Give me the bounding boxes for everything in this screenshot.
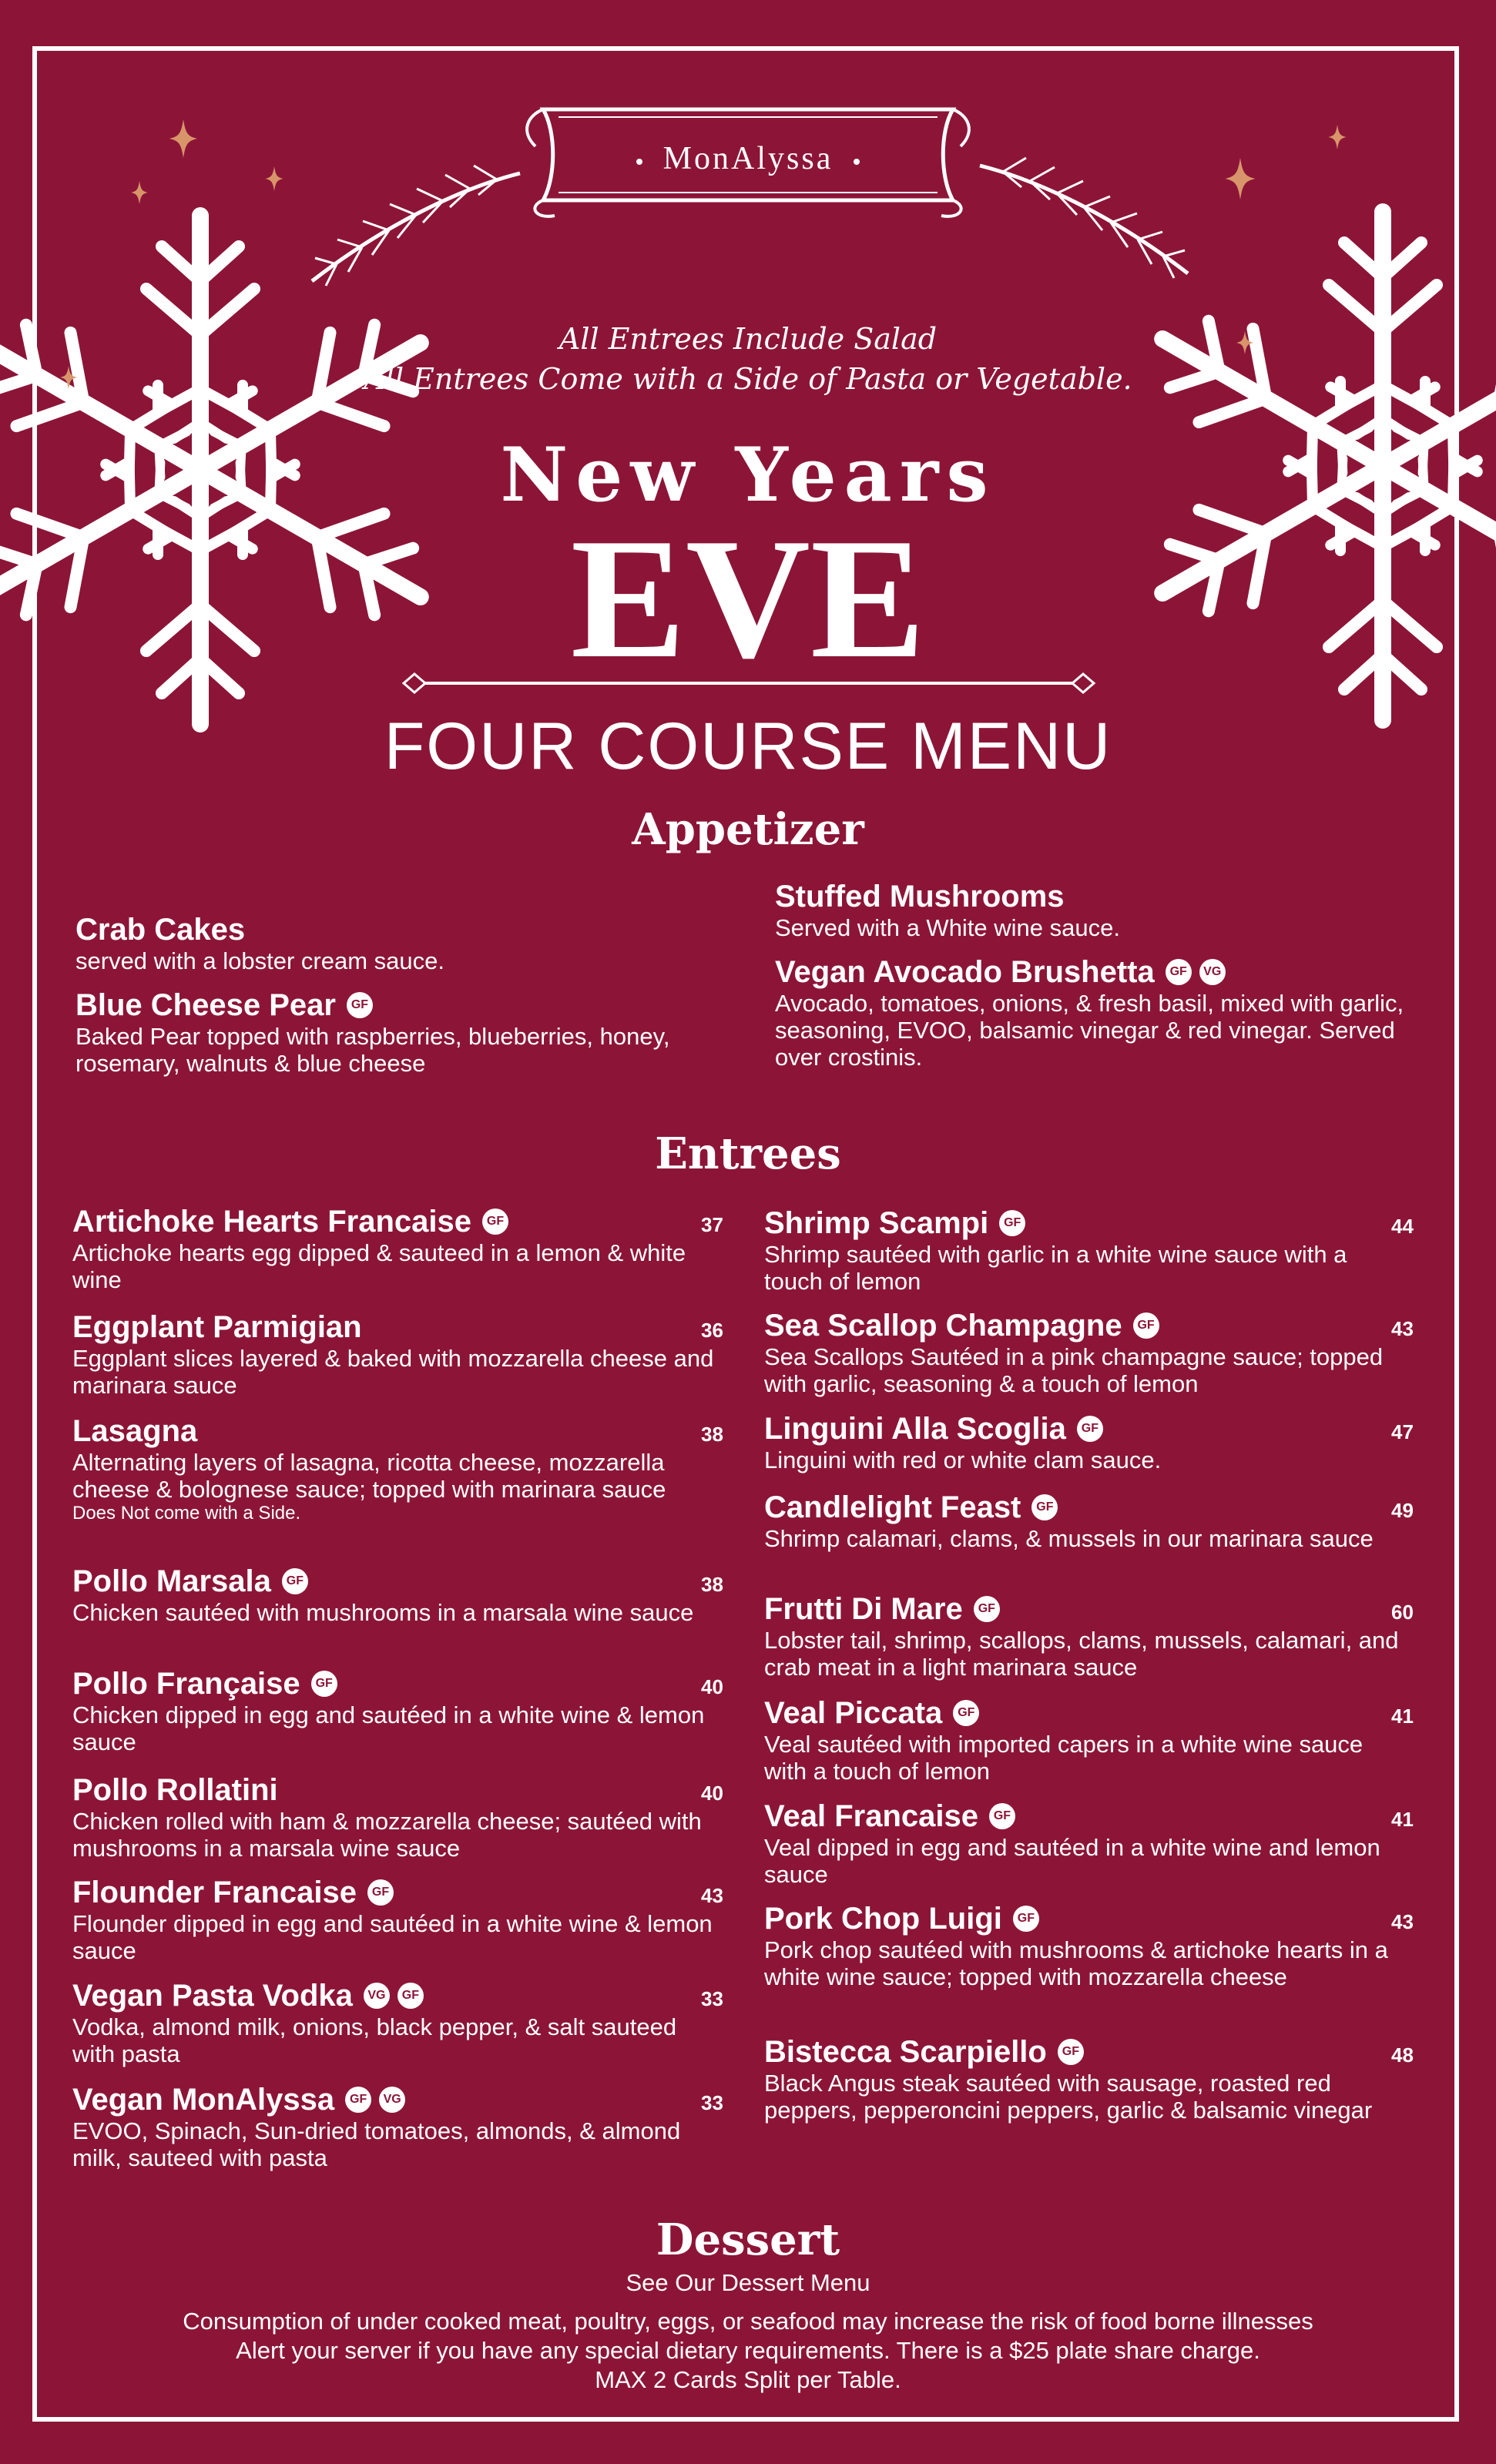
dessert-heading: Dessert	[656, 2214, 840, 2265]
item-name: Veal Francaise	[764, 1799, 978, 1833]
menu-item-frutti-di-mare	[764, 1591, 1404, 1681]
item-price: 33	[701, 2091, 723, 2114]
item-name: Pollo Marsala	[72, 1564, 271, 1598]
gf-badge-icon: GF	[397, 1983, 424, 2009]
gf-badge-icon: GF	[1133, 1312, 1159, 1339]
item-name: Pollo Française	[72, 1667, 300, 1701]
menu-item-pork-chop-luigi	[764, 1901, 1404, 1990]
item-description: Linguini with red or white clam sauce.	[764, 1447, 1162, 1473]
item-description: Vodka, almond milk, onions, black pepper, & salt sauteed with pasta	[72, 2013, 677, 2067]
dessert-note: See Our Dessert Menu	[626, 2269, 870, 2296]
item-name-row	[764, 1799, 1404, 1834]
four-course-heading: FOUR COURSE MENU	[384, 709, 1112, 783]
item-price: 41	[1391, 1705, 1414, 1728]
gf-badge-icon: GF	[347, 992, 373, 1018]
item-price: 48	[1391, 2043, 1414, 2067]
menu-item-pollo-rollatini	[72, 1772, 719, 1862]
item-description: Pork chop sautéed with mushrooms & artichoke hearts in a white wine sauce; topped with mozzarella cheese	[764, 1936, 1388, 1990]
gf-badge-icon: GF	[999, 1210, 1025, 1236]
item-description: EVOO, Spinach, Sun-dried tomatoes, almonds, & almond milk, sauteed with pasta	[72, 2117, 681, 2171]
item-description: Black Angus steak sautéed with sausage, roasted red peppers, pepperoncini peppers, garlic & balsamic vinegar	[764, 2070, 1373, 2124]
item-price: 40	[701, 1675, 723, 1698]
menu-item-crab-cakes	[75, 912, 715, 974]
item-name-row	[72, 1772, 719, 1808]
sparkle-icon	[265, 166, 283, 191]
item-description: Artichoke hearts egg dipped & sauteed in a lemon & white wine	[72, 1239, 686, 1293]
menu-item-shrimp-scampi	[764, 1205, 1404, 1295]
item-name-row	[72, 1875, 719, 1910]
notice-side: All Entrees Come with a Side of Pasta or Vegetable.	[364, 362, 1132, 396]
item-name: Lasagna	[72, 1414, 198, 1448]
menu-item-pollo-francaise	[72, 1666, 719, 1755]
item-name: Sea Scallop Champagne	[764, 1309, 1122, 1343]
item-description: Baked Pear topped with raspberries, blueberries, honey, rosemary, walnuts & blue cheese	[75, 1023, 670, 1077]
menu-item-stuffed-mushrooms	[775, 879, 1430, 941]
item-name: Vegan Avocado Brushetta	[775, 955, 1155, 989]
notice-salad: All Entrees Include Salad	[558, 322, 938, 356]
gf-badge-icon: GF	[953, 1700, 979, 1726]
vg-badge-icon: VG	[364, 1983, 390, 2009]
item-name-row	[764, 1695, 1404, 1731]
menu-item-veal-piccata	[764, 1695, 1404, 1785]
item-description: Chicken rolled with ham & mozzarella cheese; sautéed with mushrooms in a marsala wine sauce	[72, 1808, 702, 1862]
card-split-notice: MAX 2 Cards Split per Table.	[595, 2366, 901, 2393]
item-name: Flounder Francaise	[72, 1876, 357, 1909]
item-name: Eggplant Parmigian	[72, 1310, 362, 1344]
item-name: Bistecca Scarpiello	[764, 2035, 1047, 2069]
item-description: Sea Scallops Sautéed in a pink champagne sauce; topped with garlic, seasoning & a touch of lemon	[764, 1343, 1384, 1397]
item-description: served with a lobster cream sauce.	[75, 947, 444, 974]
sparkle-icon	[1225, 158, 1256, 199]
menu-item-vegan-pasta-vodka	[72, 1978, 719, 2067]
item-name-row	[72, 1309, 719, 1345]
item-name-row	[75, 912, 715, 947]
sparkle-icon	[131, 181, 148, 204]
item-name-row	[764, 1411, 1404, 1447]
item-name-row	[75, 987, 715, 1023]
gf-badge-icon: GF	[1013, 1906, 1039, 1932]
item-name: Artichoke Hearts Francaise	[72, 1205, 472, 1239]
item-description: Avocado, tomatoes, onions, & fresh basil, mixed with garlic, seasoning, EVOO, balsamic vinegar & red vinegar. Served over crostinis.	[775, 990, 1404, 1071]
item-name-row	[764, 1205, 1404, 1241]
item-name-row	[764, 1490, 1404, 1525]
gf-badge-icon: GF	[482, 1209, 508, 1235]
item-description: Alternating layers of lasagna, ricotta cheese, mozzarella cheese & bolognese sauce; topped with marinara sauce	[72, 1449, 666, 1503]
item-name: Veal Piccata	[764, 1696, 943, 1730]
item-price: 38	[701, 1573, 723, 1596]
item-name-row	[72, 1204, 719, 1239]
menu-item-candlelight-feast	[764, 1490, 1404, 1552]
item-price: 37	[701, 1213, 723, 1236]
gf-badge-icon: GF	[345, 2087, 371, 2113]
ornament-divider-icon	[401, 672, 1097, 695]
item-name: Frutti Di Mare	[764, 1592, 963, 1626]
gf-badge-icon: GF	[974, 1596, 1000, 1622]
item-price: 33	[701, 1987, 723, 2010]
item-price: 40	[701, 1782, 723, 1805]
gf-badge-icon: GF	[1077, 1416, 1103, 1442]
item-name: Crab Cakes	[75, 913, 246, 947]
item-description: Served with a White wine sauce.	[775, 914, 1120, 941]
gf-badge-icon: GF	[1031, 1494, 1058, 1520]
gf-badge-icon: GF	[311, 1671, 337, 1697]
item-name-row	[764, 2034, 1404, 2070]
gf-badge-icon: GF	[367, 1879, 394, 1906]
item-description: Eggplant slices layered & baked with mozzarella cheese and marinara sauce	[72, 1345, 714, 1399]
item-name: Stuffed Mushrooms	[775, 880, 1065, 914]
brand-name: MonAlyssa	[662, 141, 834, 176]
item-description: Lobster tail, shrimp, scallops, clams, mussels, calamari, and crab meat in a light marinara sauce	[764, 1627, 1399, 1681]
dietary-notice: Alert your server if you have any special dietary requirements. There is a $25 plate share charge.	[236, 2337, 1260, 2364]
item-name: Candlelight Feast	[764, 1490, 1021, 1524]
item-name: Shrimp Scampi	[764, 1206, 989, 1240]
item-description: Flounder dipped in egg and sautéed in a white wine & lemon sauce	[72, 1910, 713, 1964]
menu-item-lasagna	[72, 1413, 719, 1524]
item-price: 49	[1391, 1499, 1414, 1522]
item-name-row	[72, 1413, 719, 1449]
entrees-heading: Entrees	[655, 1128, 841, 1179]
item-description: Veal sautéed with imported capers in a white wine sauce with a touch of lemon	[764, 1731, 1364, 1785]
item-price: 43	[1391, 1910, 1414, 1933]
sparkle-icon	[1328, 125, 1347, 149]
pine-sprig-right-icon	[972, 150, 1196, 281]
menu-item-blue-cheese-pear	[75, 987, 715, 1077]
title-eve: EVE	[570, 503, 926, 694]
item-name: Blue Cheese Pear	[75, 988, 336, 1022]
gf-badge-icon: GF	[282, 1568, 308, 1594]
vg-badge-icon: VG	[379, 2087, 405, 2113]
item-description: Chicken dipped in egg and sautéed in a white wine & lemon sauce	[72, 1701, 705, 1755]
gf-badge-icon: GF	[1166, 959, 1192, 985]
item-price: 36	[701, 1319, 723, 1342]
item-name-row	[72, 1564, 719, 1599]
item-name-row	[72, 1666, 719, 1701]
menu-item-eggplant-parmigian	[72, 1309, 719, 1399]
title-new-years: New Years	[500, 431, 996, 518]
item-name: Pork Chop Luigi	[764, 1902, 1002, 1936]
appetizer-heading: Appetizer	[632, 804, 864, 855]
item-note: Does Not come with a Side.	[72, 1503, 301, 1524]
menu-item-vegan-monalyssa	[72, 2082, 719, 2171]
item-name: Vegan Pasta Vodka	[72, 1979, 353, 2013]
menu-item-flounder-francaise	[72, 1875, 719, 1964]
sparkle-icon	[169, 119, 197, 158]
item-name-row	[764, 1591, 1404, 1627]
item-description: Chicken sautéed with mushrooms in a marsala wine sauce	[72, 1599, 694, 1626]
item-name-row	[764, 1308, 1404, 1343]
item-price: 43	[1391, 1317, 1414, 1340]
item-price: 43	[701, 1884, 723, 1907]
menu-item-linguini-alla-scoglia	[764, 1411, 1404, 1473]
gf-badge-icon: GF	[1058, 2039, 1084, 2065]
gf-badge-icon: GF	[989, 1803, 1015, 1829]
item-description: Shrimp calamari, clams, & mussels in our marinara sauce	[764, 1525, 1374, 1552]
item-name: Vegan MonAlyssa	[72, 2083, 335, 2117]
item-name: Linguini Alla Scoglia	[764, 1412, 1066, 1446]
item-price: 41	[1391, 1808, 1414, 1831]
menu-item-sea-scallop-champagne	[764, 1308, 1404, 1397]
item-price: 44	[1391, 1215, 1414, 1238]
item-name-row	[72, 1978, 719, 2013]
health-warning: Consumption of under cooked meat, poultry, eggs, or seafood may increase the risk of food borne illnesses	[183, 2308, 1313, 2335]
menu-item-bistecca-scarpiello	[764, 2034, 1404, 2124]
menu-item-artichoke-hearts-francaise	[72, 1204, 719, 1293]
vg-badge-icon: VG	[1199, 959, 1226, 985]
item-name-row	[72, 2082, 719, 2117]
menu-item-veal-francaise	[764, 1799, 1404, 1888]
item-price: 47	[1391, 1420, 1414, 1443]
item-name: Pollo Rollatini	[72, 1773, 278, 1807]
item-price: 60	[1391, 1601, 1414, 1624]
menu-item-pollo-marsala	[72, 1564, 719, 1626]
item-name-row	[775, 879, 1430, 914]
menu-item-vegan-avocado-brushetta	[775, 954, 1430, 1071]
item-price: 38	[701, 1423, 723, 1446]
item-description: Shrimp sautéed with garlic in a white wine sauce with a touch of lemon	[764, 1241, 1347, 1295]
item-description: Veal dipped in egg and sautéed in a white wine and lemon sauce	[764, 1834, 1380, 1888]
pine-sprig-left-icon	[304, 158, 528, 289]
item-name-row	[775, 954, 1430, 990]
item-name-row	[764, 1901, 1404, 1936]
